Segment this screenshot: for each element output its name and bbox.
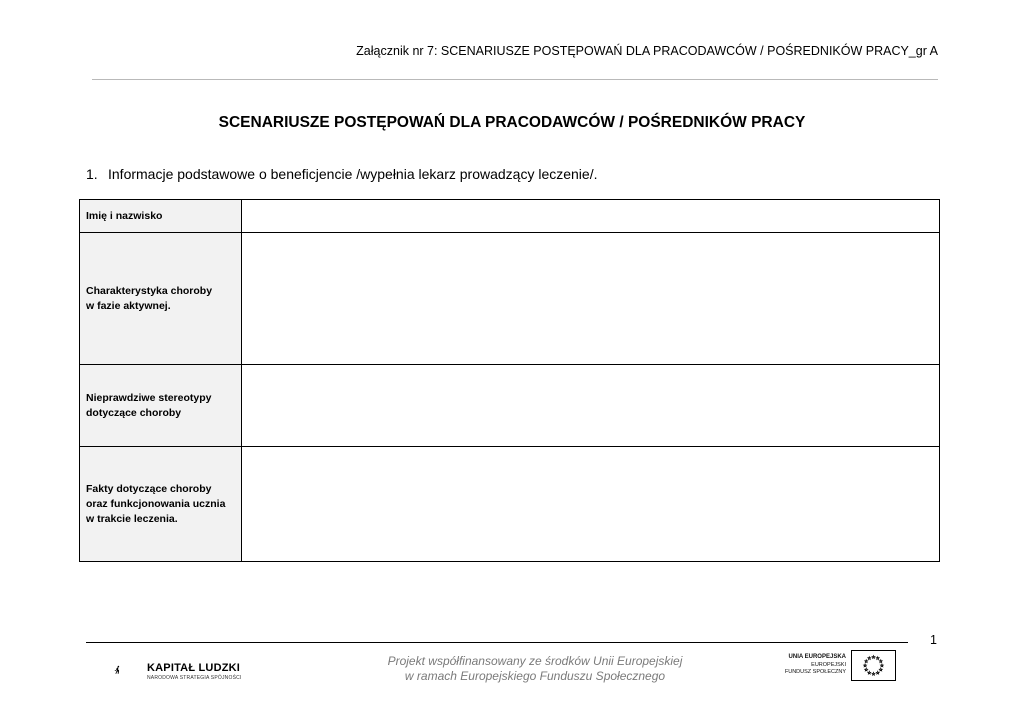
row-label: Nieprawdziwe stereotypy dotyczące choroby	[80, 365, 242, 447]
eu-star	[868, 657, 871, 660]
table-row	[80, 447, 940, 562]
funding-line-1: Projekt współfinansowany ze środków Unii Europejskiej	[387, 654, 683, 668]
section-heading	[86, 166, 597, 182]
eu-star	[864, 664, 867, 667]
page-number: 1	[930, 633, 937, 647]
table-row	[80, 200, 940, 233]
disease-characteristics-value-cell[interactable]	[242, 233, 940, 365]
eu-logo-line-3: FUNDUSZ SPOŁECZNY	[784, 669, 846, 675]
kapital-ludzki-figure-icon	[114, 650, 144, 690]
header-divider	[92, 79, 938, 80]
eu-star	[868, 671, 871, 674]
funding-statement	[360, 654, 710, 684]
row-label: Charakterystyka choroby w fazie aktywnej.	[80, 233, 242, 365]
facts-value-cell[interactable]	[242, 447, 940, 562]
eu-star	[876, 671, 879, 674]
stereotypes-value-cell[interactable]	[242, 365, 940, 447]
eu-star	[872, 672, 875, 675]
section-number: 1.	[86, 166, 98, 182]
eu-star	[879, 668, 882, 671]
eu-star	[876, 657, 879, 660]
name-value-cell[interactable]	[242, 200, 940, 233]
eu-star	[865, 660, 868, 663]
funding-line-2: w ramach Europejskiego Funduszu Społecznego	[404, 669, 666, 683]
eu-star	[865, 668, 868, 671]
row-label: Imię i nazwisko	[80, 200, 242, 233]
annex-header: Załącznik nr 7: SCENARIUSZE POSTĘPOWAŃ DLA PRACODAWCÓW / POŚREDNIKÓW PRACY_gr A	[356, 44, 938, 58]
eu-logo-line-1: UNIA EUROPEJSKA	[788, 654, 846, 660]
table-row	[80, 365, 940, 447]
eu-star	[880, 664, 883, 667]
document-title: SCENARIUSZE POSTĘPOWAŃ DLA PRACODAWCÓW / POŚREDNIKÓW PRACY	[218, 114, 806, 131]
eu-logo-line-2: EUROPEJSKI	[811, 661, 846, 668]
row-label: Fakty dotyczące choroby oraz funkcjonowania ucznia w trakcie leczenia.	[80, 447, 242, 562]
table-row	[80, 233, 940, 365]
eu-flag-icon	[851, 650, 896, 681]
kapital-ludzki-name: KAPITAŁ LUDZKI	[147, 662, 241, 674]
eu-star	[872, 656, 875, 659]
eu-logo-text	[785, 654, 846, 677]
footer-divider	[86, 642, 908, 643]
eu-star	[879, 660, 882, 663]
kapital-ludzki-subtitle: NARODOWA STRATEGIA SPÓJNOŚCI	[147, 675, 242, 681]
beneficiary-info-table	[79, 199, 940, 562]
section-text: Informacje podstawowe o beneficjencie /wypełnia lekarz prowadzący leczenie/.	[108, 166, 598, 182]
